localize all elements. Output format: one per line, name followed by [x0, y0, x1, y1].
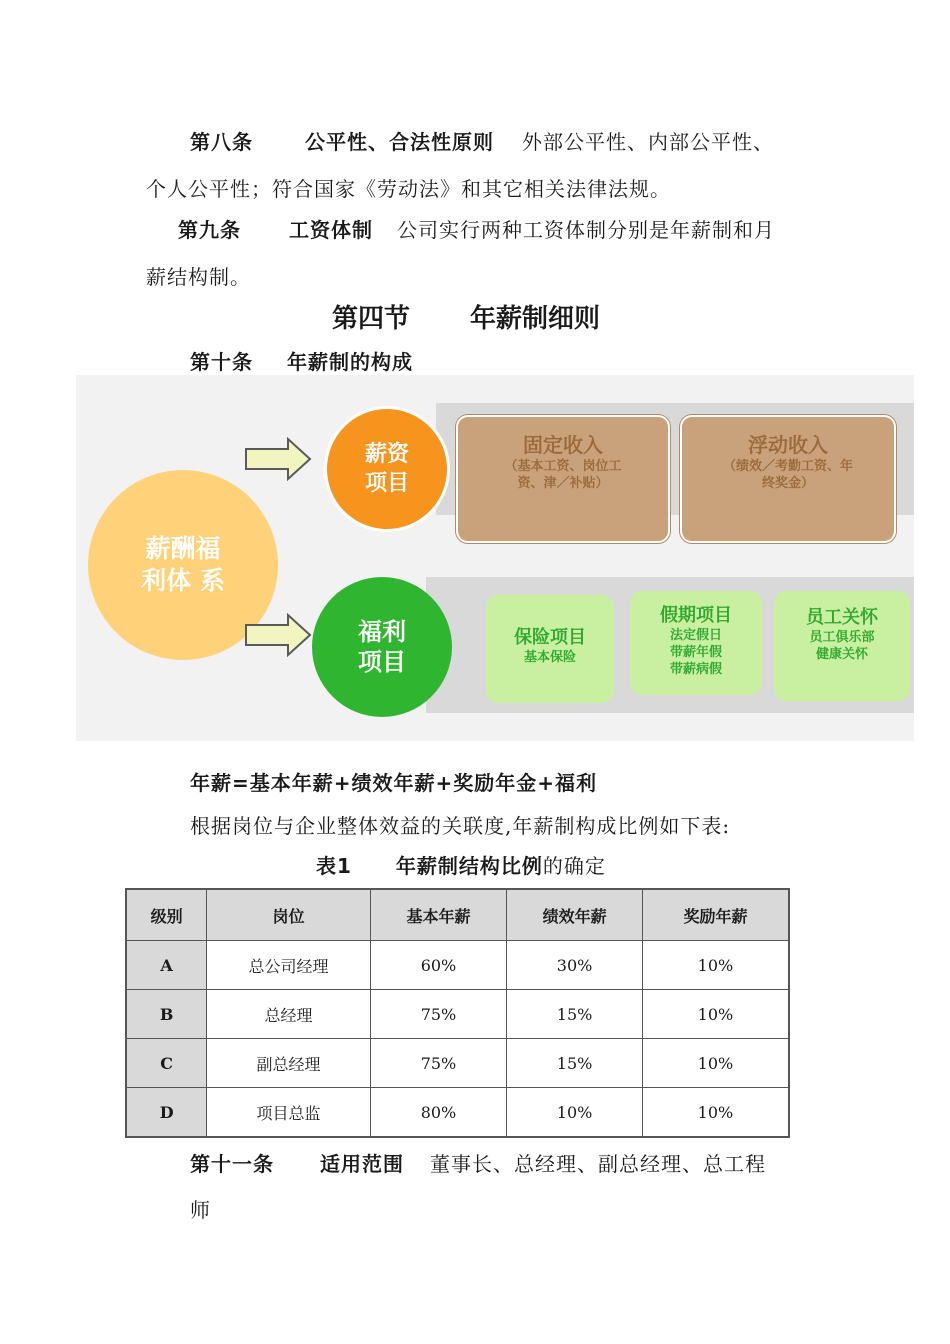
- article-9-line1: [178, 214, 775, 243]
- fixed-income-title: 固定收入: [523, 433, 603, 457]
- article-8-text: 外部公平性、内部公平性、: [522, 130, 774, 154]
- cell-base: 80%: [370, 1088, 507, 1138]
- compensation-diagram: [76, 375, 914, 741]
- cell-base: 75%: [370, 990, 507, 1039]
- cell-position: 副总经理: [207, 1039, 370, 1088]
- table-row: [126, 990, 789, 1039]
- article-11-line1: [190, 1148, 766, 1177]
- salary-formula: 年薪=基本年薪+绩效年薪+奖励年金+福利: [190, 771, 598, 795]
- article-8-line2: 个人公平性；符合国家《劳动法》和其它相关法律法规。: [146, 177, 671, 201]
- header-position: 岗位: [207, 889, 370, 941]
- center-line2: 利体 系: [141, 566, 225, 595]
- cell-level: D: [126, 1088, 207, 1138]
- holiday-sub1: 法定假日: [669, 628, 722, 643]
- center-line1: 薪酬福: [145, 534, 221, 563]
- care-sub1: 员工俱乐部: [809, 630, 875, 645]
- floating-income-box: [680, 415, 896, 543]
- fixed-income-sub2: 资、津／补贴）: [517, 476, 609, 491]
- cell-position: 项目总监: [207, 1088, 370, 1138]
- cell-level: C: [126, 1039, 207, 1088]
- table-row: [126, 1088, 789, 1138]
- article-9-title: 工资体制: [289, 218, 373, 242]
- cell-bonus: 10%: [642, 941, 789, 990]
- holiday-box: [630, 591, 762, 695]
- salary-items-circle: [324, 406, 450, 532]
- floating-income-sub2: 终奖金）: [761, 476, 814, 491]
- section-label: 第四节: [332, 304, 411, 334]
- employee-care-box: [774, 591, 910, 701]
- arrow-right-icon: [244, 437, 314, 481]
- article-9-text: 公司实行两种工资体制分别是年薪制和月: [397, 218, 775, 242]
- cell-performance: 10%: [507, 1088, 643, 1138]
- cell-performance: 30%: [507, 941, 643, 990]
- cell-bonus: 10%: [642, 1088, 789, 1138]
- article-8-line1: [190, 126, 774, 155]
- intro-text: 根据岗位与企业整体效益的关联度,年薪制构成比例如下表:: [190, 814, 731, 838]
- holiday-sub3: 带薪病假: [669, 662, 722, 677]
- header-performance: 绩效年薪: [507, 889, 643, 941]
- salary-ratio-table: [125, 888, 790, 1138]
- holiday-sub2: 带薪年假: [669, 645, 722, 660]
- caption-label: 表1: [316, 854, 352, 878]
- header-bonus: 奖励年薪: [642, 889, 789, 941]
- insurance-box: [486, 595, 614, 703]
- section-name: 年薪制细则: [470, 304, 601, 334]
- cell-position: 总经理: [207, 990, 370, 1039]
- article-11-line2: 师: [190, 1198, 211, 1222]
- header-base: 基本年薪: [370, 889, 507, 941]
- article-11-label: 第十一条: [190, 1152, 274, 1176]
- cell-level: B: [126, 990, 207, 1039]
- salary-line1: 薪资: [364, 442, 409, 467]
- welfare-line2: 项目: [358, 648, 406, 676]
- floating-income-sub1: （绩效／考勤工资、年: [722, 459, 853, 474]
- care-sub2: 健康关怀: [815, 647, 868, 662]
- cell-bonus: 10%: [642, 990, 789, 1039]
- fixed-income-sub1: （基本工资、岗位工: [504, 459, 622, 474]
- caption-rest: 的确定: [542, 854, 606, 878]
- cell-base: 75%: [370, 1039, 507, 1088]
- article-9-label: 第九条: [178, 218, 241, 242]
- cell-performance: 15%: [507, 990, 643, 1039]
- table-row: [126, 941, 789, 990]
- article-10-heading: [190, 346, 413, 375]
- table-header-row: [126, 889, 789, 941]
- holiday-title: 假期项目: [660, 605, 732, 626]
- table-row: [126, 1039, 789, 1088]
- arrow-right-icon: [244, 613, 314, 657]
- welfare-items-circle: [312, 577, 452, 717]
- caption-title: 年薪制结构比例: [395, 854, 543, 878]
- fixed-income-box: [456, 415, 670, 543]
- cell-level: A: [126, 941, 207, 990]
- article-8-title: 公平性、合法性原则: [305, 130, 494, 154]
- cell-position: 总公司经理: [207, 941, 370, 990]
- cell-base: 60%: [370, 941, 507, 990]
- article-10-label: 第十条: [190, 350, 253, 374]
- cell-performance: 15%: [507, 1039, 643, 1088]
- salary-line2: 项目: [364, 471, 409, 496]
- article-11-title: 适用范围: [320, 1152, 404, 1176]
- insurance-title: 保险项目: [514, 627, 586, 648]
- table-caption: [316, 850, 606, 879]
- welfare-line1: 福利: [358, 618, 406, 646]
- cell-bonus: 10%: [642, 1039, 789, 1088]
- header-level: 级别: [126, 889, 207, 941]
- section-title: [332, 298, 600, 335]
- article-8-label: 第八条: [190, 130, 253, 154]
- floating-income-title: 浮动收入: [748, 433, 828, 457]
- article-10-title: 年薪制的构成: [287, 350, 413, 374]
- article-9-line2: 薪结构制。: [146, 265, 251, 289]
- care-title: 员工关怀: [806, 607, 878, 628]
- insurance-sub1: 基本保险: [523, 650, 576, 665]
- article-11-text: 董事长、总经理、副总经理、总工程: [430, 1152, 766, 1176]
